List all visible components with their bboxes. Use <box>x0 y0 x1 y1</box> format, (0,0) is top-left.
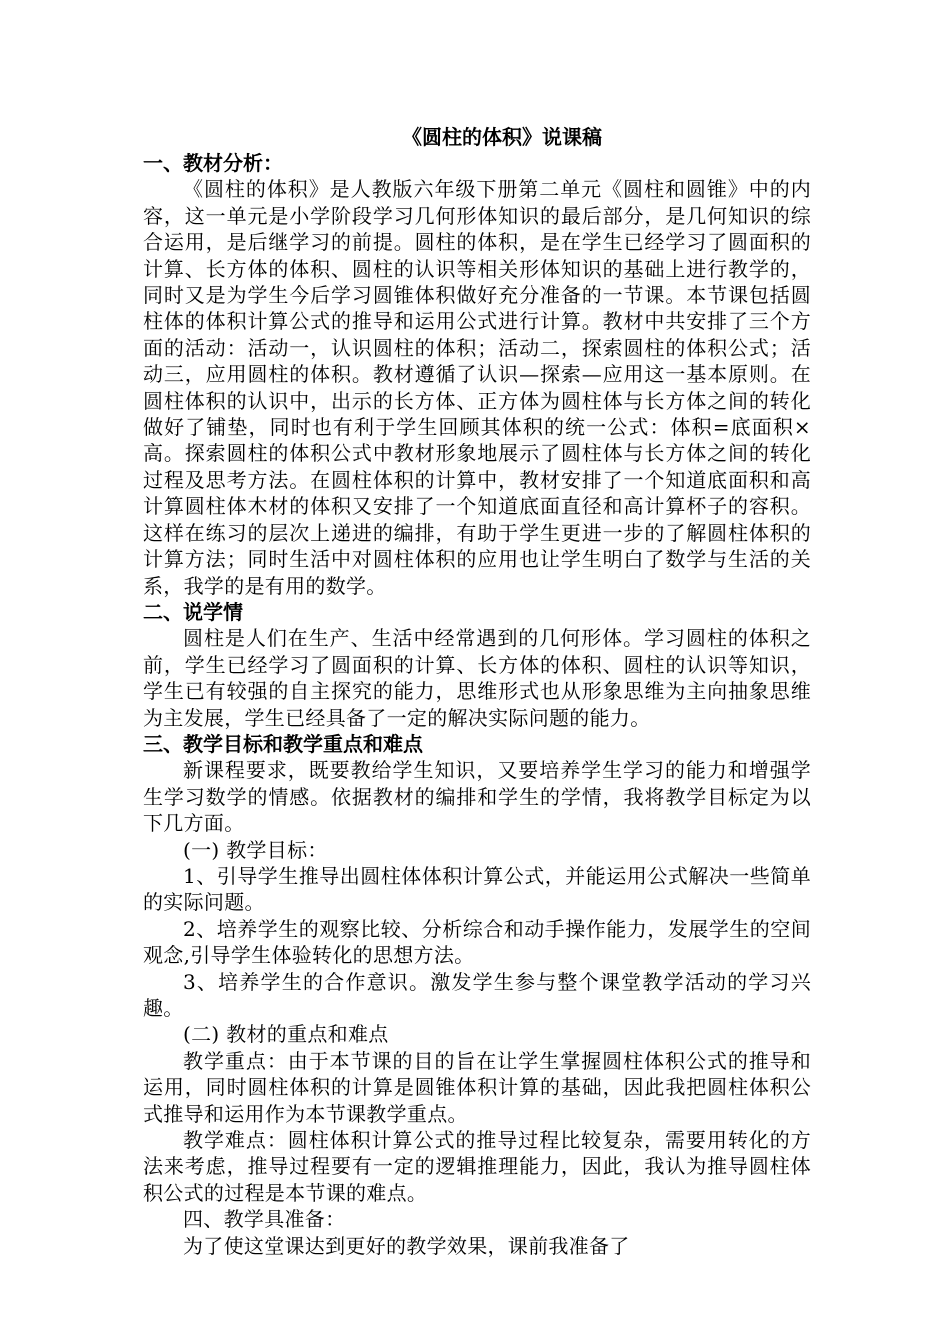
goal-item: 1、引导学生推导出圆柱体体积计算公式，并能运用公式解决一些简单的实际问题。 <box>143 863 811 915</box>
section-heading: 二、说学情 <box>143 599 243 624</box>
difficulty-paragraph: 教学难点：圆柱体积计算公式的推导过程比较复杂，需要用转化的方法来考虑，推导过程要有一定的逻辑推理能力，因此，我认为推导圆柱体积公式的过程是本节课的难点。 <box>143 1128 811 1205</box>
key-point-paragraph: 教学重点：由于本节课的目的旨在让学生掌握圆柱体积公式的推导和运用，同时圆柱体积的计算是圆锥体积计算的基础，因此我把圆柱体积公式推导和运用作为本节课教学重点。 <box>143 1048 811 1126</box>
document-title: 《圆柱的体积》说课稿 <box>402 125 602 149</box>
paragraph: 圆柱是人们在生产、生活中经常遇到的几何形体。学习圆柱的体积之前，学生已经学习了圆面积的计算、长方体的体积、圆柱的认识等知识，学生已有较强的自主探究的能力，思维形式也从形象思维为主向抽象思维为主发展，学生已经具备了一定的解决实际问题的能力。 <box>143 626 811 730</box>
subheading-goals: (一) 教学目标： <box>183 837 328 862</box>
section-teaching-goals <box>143 731 811 1259</box>
subheading-materials: 四、教学具准备： <box>183 1207 346 1232</box>
paragraph: 为了使这堂课达到更好的教学效果，课前我准备了 <box>183 1233 630 1258</box>
subheading-key-points: (二) 教材的重点和难点 <box>183 1022 389 1047</box>
section-student-analysis <box>143 599 811 731</box>
paragraph: 新课程要求，既要教给学生知识，又要培养学生学习的能力和增强学生学习数学的情感。依据教材的编排和学生的学情，我将教学目标定为以下几方面。 <box>143 758 811 836</box>
goal-item: 2、培养学生的观察比较、分析综合和动手操作能力，发展学生的空间观念,引导学生体验转化的思想方法。 <box>143 916 811 968</box>
paragraph: 《圆柱的体积》是人教版六年级下册第二单元《圆柱和圆锥》中的内容，这一单元是小学阶段学习几何形体知识的最后部分，是几何知识的综合运用，是后继学习的前提。圆柱的体积，是在学生已经学习了圆面积的计算、长方体的体积、圆柱的认识等相关形体知识的基础上进行教学的，同时又是为学生今后学习圆锥体积做好充分准备的一节课。本节课包括圆柱体的体积计算公式的推导和运用公式进行计算。教材中共安排了三个方面的活动：活动一，认识圆柱的体积；活动二，探索圆柱的体积公式；活动三，应用圆柱的体积。教材遵循了认识—探索—应用这一基本原则。在圆柱体积的认识中，出示的长方体、正方体为圆柱体与长方体之间的转化做好了铺垫，同时也有利于学生回顾其体积的统一公式：体积=底面积×高。探索圆柱的体积公式中教材形象地展示了圆柱体与长方体之间的转化过程及思考方法。在圆柱体积的计算中，教材安排了一个知道底面积和高计算圆柱体木材的体积又安排了一个知道底面直径和高计算杯子的容积。这样在练习的层次上递进的编排，有助于学生更进一步的了解圆柱体积的计算方法；同时生活中对圆柱体积的应用也让学生明白了数学与生活的关系，我学的是有用的数学。 <box>143 177 811 598</box>
document-page <box>143 124 811 1259</box>
goal-item: 3、培养学生的合作意识。激发学生参与整个课堂教学活动的学习兴趣。 <box>143 969 811 1020</box>
section-heading: 三、教学目标和教学重点和难点 <box>143 731 423 756</box>
section-textbook-analysis <box>143 150 811 599</box>
section-heading: 一、教材分析： <box>143 151 283 175</box>
